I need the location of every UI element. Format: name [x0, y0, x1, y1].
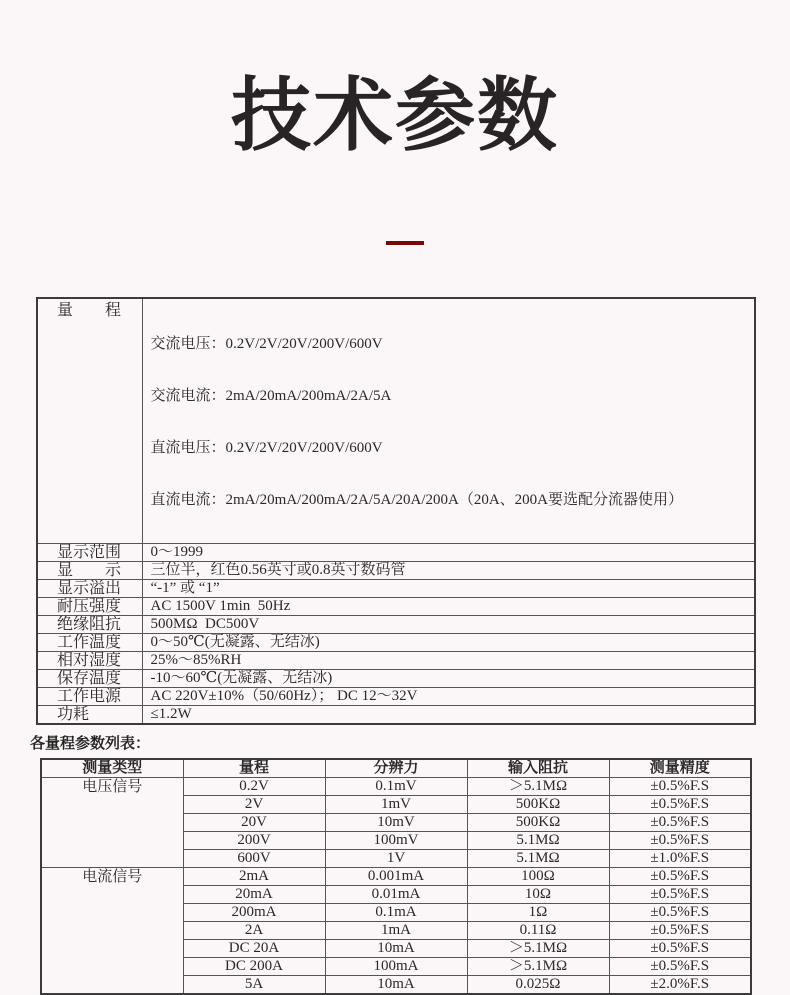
- cell-impedance: 5.1MΩ: [467, 832, 609, 850]
- cell-accuracy: ±0.5%F.S: [609, 832, 751, 850]
- range-list-label: 各量程参数列表：: [30, 736, 151, 752]
- group-label-voltage: 电压信号: [41, 778, 183, 868]
- spec-row-insulation: [37, 616, 755, 634]
- cell-accuracy: ±2.0%F.S: [609, 976, 751, 995]
- spec-label: 显示范围: [37, 544, 142, 562]
- cell-accuracy: ±0.5%F.S: [609, 922, 751, 940]
- cell-resolution: 1mV: [325, 796, 467, 814]
- cell-resolution: 100mA: [325, 958, 467, 976]
- spec-label: 相对湿度: [37, 652, 142, 670]
- spec-value: 0～50℃(无凝露、无结冰): [142, 634, 755, 652]
- spec-value: AC 1500V 1min 50Hz: [142, 598, 755, 616]
- spec-row-withstand-voltage: [37, 598, 755, 616]
- group-label-current: 电流信号: [41, 868, 183, 995]
- cell-impedance: ＞5.1MΩ: [467, 940, 609, 958]
- spec-label: 功耗: [37, 706, 142, 725]
- cell-accuracy: ±0.5%F.S: [609, 778, 751, 796]
- spec-label: 量 程: [37, 298, 142, 544]
- cell-impedance: 0.025Ω: [467, 976, 609, 995]
- spec-value-line: 直流电流：2mA/20mA/200mA/2A/5A/20A/200A（20A、200A要选配分流器使用）: [150, 492, 684, 508]
- spec-label: 耐压强度: [37, 598, 142, 616]
- cell-impedance: 5.1MΩ: [467, 850, 609, 868]
- spec-row-display-range: [37, 544, 755, 562]
- cell-impedance: 100Ω: [467, 868, 609, 886]
- cell-range: 2V: [183, 796, 325, 814]
- cell-accuracy: ±0.5%F.S: [609, 814, 751, 832]
- cell-range: 0.2V: [183, 778, 325, 796]
- cell-impedance: 1Ω: [467, 904, 609, 922]
- spec-row-humidity: [37, 652, 755, 670]
- spec-value: “-1” 或 “1”: [142, 580, 755, 598]
- cell-resolution: 1mA: [325, 922, 467, 940]
- spec-row-power-consumption: [37, 706, 755, 725]
- cell-impedance: 500KΩ: [467, 796, 609, 814]
- range-row: [41, 778, 751, 796]
- spec-value-line: 直流电压：0.2V/2V/20V/200V/600V: [150, 440, 383, 456]
- general-spec-table: [36, 297, 756, 725]
- spec-value: [142, 298, 755, 544]
- range-table-header-row: [41, 759, 751, 778]
- spec-value: -10～60℃(无凝露、无结冰): [142, 670, 755, 688]
- spec-row-storage-temp: [37, 670, 755, 688]
- cell-impedance: 500KΩ: [467, 814, 609, 832]
- spec-value: AC 220V±10%（50/60Hz）； DC 12～32V: [142, 688, 755, 706]
- cell-range: DC 20A: [183, 940, 325, 958]
- cell-range: 20mA: [183, 886, 325, 904]
- cell-resolution: 0.01mA: [325, 886, 467, 904]
- spec-row-display: [37, 562, 755, 580]
- cell-accuracy: ±0.5%F.S: [609, 886, 751, 904]
- header-accuracy: 测量精度: [609, 759, 751, 778]
- header-measure-type: 测量类型: [41, 759, 183, 778]
- cell-impedance: 10Ω: [467, 886, 609, 904]
- spec-label: 显示溢出: [37, 580, 142, 598]
- spec-value: 0～1999: [142, 544, 755, 562]
- cell-resolution: 100mV: [325, 832, 467, 850]
- spec-value: 三位半，红色0.56英寸或0.8英寸数码管: [142, 562, 755, 580]
- cell-range: 600V: [183, 850, 325, 868]
- header-impedance: 输入阻抗: [467, 759, 609, 778]
- spec-value-line: 交流电压：0.2V/2V/20V/200V/600V: [150, 336, 383, 352]
- cell-accuracy: ±0.5%F.S: [609, 868, 751, 886]
- cell-impedance: ＞5.1MΩ: [467, 958, 609, 976]
- header-range: 量程: [183, 759, 325, 778]
- spec-label: 工作电源: [37, 688, 142, 706]
- cell-accuracy: ±0.5%F.S: [609, 796, 751, 814]
- cell-resolution: 0.001mA: [325, 868, 467, 886]
- cell-range: 200V: [183, 832, 325, 850]
- cell-resolution: 10mV: [325, 814, 467, 832]
- spec-value: 500MΩ DC500V: [142, 616, 755, 634]
- cell-impedance: ＞5.1MΩ: [467, 778, 609, 796]
- spec-value-line: 交流电流：2mA/20mA/200mA/2A/5A: [150, 388, 392, 404]
- page-title: 技术参数: [231, 71, 559, 160]
- spec-row-range: [37, 298, 755, 544]
- cell-resolution: 0.1mV: [325, 778, 467, 796]
- header-resolution: 分辨力: [325, 759, 467, 778]
- spec-value: ≤1.2W: [142, 706, 755, 725]
- spec-label: 显 示: [37, 562, 142, 580]
- spec-label: 绝缘阻抗: [37, 616, 142, 634]
- cell-range: 20V: [183, 814, 325, 832]
- cell-range: 5A: [183, 976, 325, 995]
- spec-row-overflow: [37, 580, 755, 598]
- cell-range: DC 200A: [183, 958, 325, 976]
- cell-range: 200mA: [183, 904, 325, 922]
- cell-range: 2A: [183, 922, 325, 940]
- cell-accuracy: ±0.5%F.S: [609, 940, 751, 958]
- cell-range: 2mA: [183, 868, 325, 886]
- spec-row-power-supply: [37, 688, 755, 706]
- range-parameters-table: [40, 758, 752, 995]
- cell-accuracy: ±0.5%F.S: [609, 904, 751, 922]
- cell-resolution: 10mA: [325, 976, 467, 995]
- cell-resolution: 1V: [325, 850, 467, 868]
- spec-value: 25%～85%RH: [142, 652, 755, 670]
- cell-resolution: 0.1mA: [325, 904, 467, 922]
- spec-label: 工作温度: [37, 634, 142, 652]
- cell-accuracy: ±0.5%F.S: [609, 958, 751, 976]
- range-row: [41, 868, 751, 886]
- cell-impedance: 0.11Ω: [467, 922, 609, 940]
- cell-resolution: 10mA: [325, 940, 467, 958]
- cell-accuracy: ±1.0%F.S: [609, 850, 751, 868]
- title-underline: [386, 241, 424, 245]
- spec-row-operating-temp: [37, 634, 755, 652]
- spec-label: 保存温度: [37, 670, 142, 688]
